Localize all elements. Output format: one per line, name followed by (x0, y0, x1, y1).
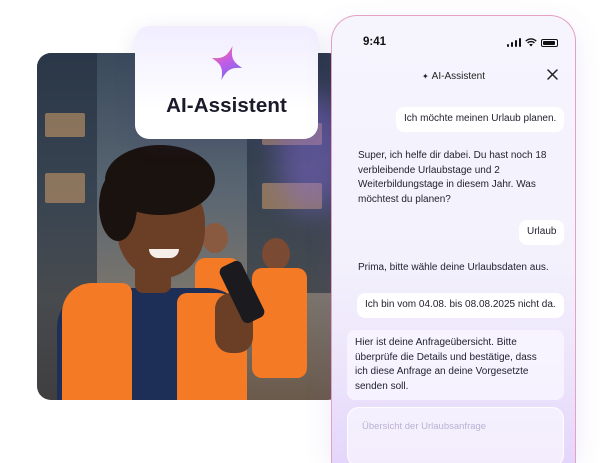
assistant-message (352, 149, 567, 207)
battery-icon (541, 39, 558, 47)
assistant-message (347, 330, 564, 400)
sparkle-icon (210, 44, 244, 82)
signal-icon (507, 38, 522, 47)
assistant-title-card (135, 26, 318, 139)
user-message (519, 220, 564, 245)
user-message (396, 107, 564, 132)
assistant-message (352, 261, 567, 276)
chat-header (332, 66, 575, 86)
sparkle-icon: ✦ (421, 71, 429, 81)
message-line: Hier ist deine Anfrageübersicht. Bitte (355, 337, 517, 348)
shelf-box (45, 173, 85, 203)
safety-vest (62, 283, 132, 400)
hair (99, 171, 137, 241)
message-text: Urlaub (527, 226, 557, 237)
coworker-head (202, 223, 228, 253)
user-message (357, 293, 564, 318)
close-button[interactable] (545, 67, 559, 81)
coworker-vest (252, 268, 307, 378)
wifi-icon (525, 38, 537, 47)
message-line: Weiterbildungstage in diesem Jahr. Was (358, 179, 536, 191)
request-summary-card[interactable] (347, 407, 564, 463)
card-title: AI-Assistent (166, 94, 287, 117)
message-line: ich diese Anfrage an deine Vorgesetzte (355, 366, 529, 378)
message-line: möchtest du planen? (358, 193, 451, 205)
message-text: Ich möchte meinen Urlaub planen. (404, 113, 557, 124)
phone-chat-panel (331, 15, 576, 463)
shelf-box (45, 113, 85, 137)
message-line: Prima, bitte wähle deine Urlaubsdaten aus. (358, 262, 549, 273)
coworker-head (262, 238, 290, 270)
status-time: 9:41 (363, 36, 387, 48)
message-line: senden soll. (355, 380, 409, 392)
summary-card-title: Übersicht der Urlaubsanfrage (362, 421, 487, 432)
message-text: Ich bin vom 04.08. bis 08.08.2025 nicht da. (365, 299, 556, 310)
message-line: Super, ich helfe dir dabei. Du hast noch 18 (358, 150, 547, 161)
message-line: überprüfe die Details und bestätige, dass (355, 351, 537, 363)
close-icon (547, 69, 558, 80)
status-icons (507, 38, 559, 47)
message-line: verbleibende Urlaubstage und 2 (358, 164, 500, 176)
chat-title: AI-Assistent (431, 70, 486, 82)
status-bar (332, 16, 575, 66)
smile (149, 249, 179, 258)
